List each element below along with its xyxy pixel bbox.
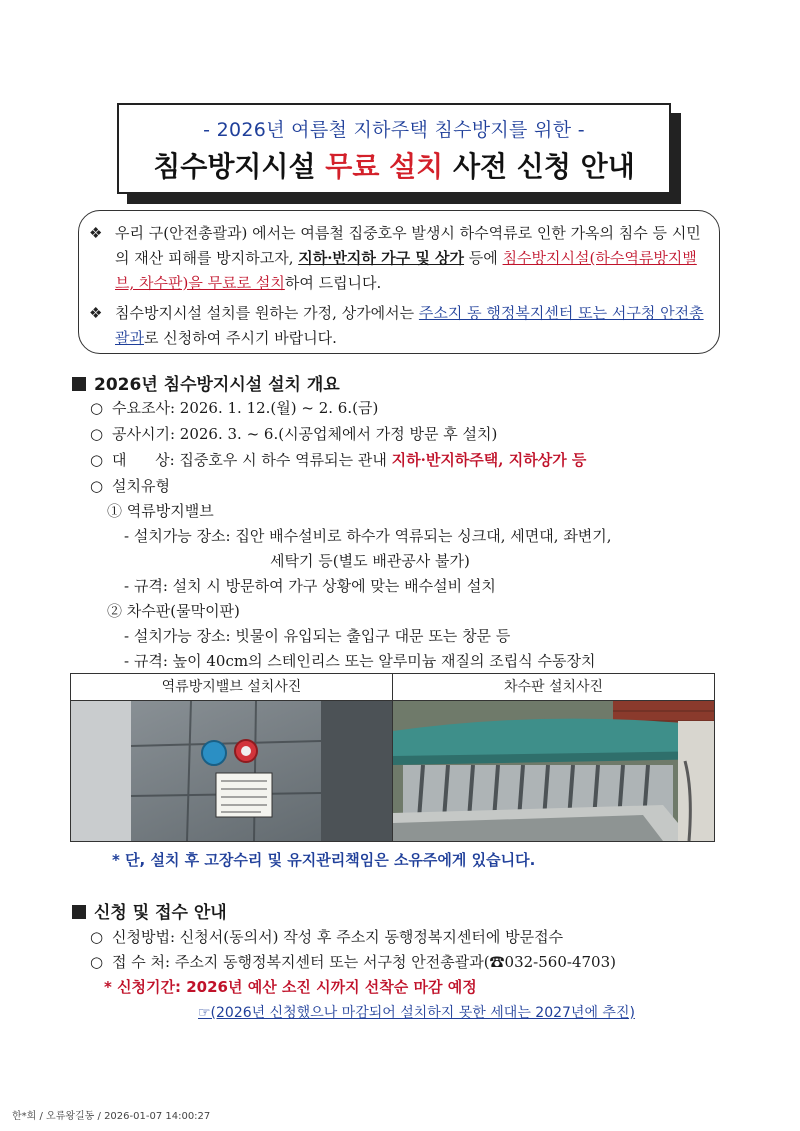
method-text: 신청방법: 신청서(동의서) 작성 후 주소지 동행정복지센터에 방문접수 (112, 928, 564, 946)
photo-caption-valve: 역류방지밸브 설치사진 (71, 674, 393, 701)
type2-place: - 설치가능 장소: 빗물이 유입되는 출입구 대문 또는 창문 등 (124, 627, 511, 645)
overview-heading (72, 370, 340, 395)
circle-bullet-icon: ○ (90, 928, 104, 946)
type2-title: ② 차수판(물막이판) (107, 602, 240, 620)
photo-table (70, 673, 715, 842)
type1-spec: - 규격: 설치 시 방문하여 가구 상황에 맞는 배수설비 설치 (124, 577, 496, 595)
title-subtitle: - 2026년 여름철 지하주택 침수방지를 위한 - (203, 119, 585, 141)
barrier-install-photo (393, 701, 714, 841)
application-heading-text: 신청 및 접수 안내 (94, 903, 227, 923)
square-bullet-icon (72, 905, 86, 919)
overview-types (90, 475, 170, 496)
application-followup: ☞(2026년 신청했으나 마감되어 설치하지 못한 세대는 2027년에 추진) (198, 1005, 635, 1021)
title-main (119, 145, 669, 185)
circle-bullet-icon: ○ (90, 477, 104, 495)
type1-title: ① 역류방지밸브 (107, 502, 214, 520)
intro-p2-text-a: 침수방지시설 설치를 원하는 가정, 상가에서는 (115, 304, 419, 322)
intro-paragraph-1 (89, 221, 705, 296)
print-footer: 한*희 / 오류왕길동 / 2026-01-07 14:00:27 (12, 1111, 211, 1122)
valve-install-photo (71, 701, 393, 841)
intro-p1-text-e: 하여 드립니다. (284, 274, 382, 292)
circle-bullet-icon: ○ (90, 399, 104, 417)
title-part1: 침수방지시설 (153, 150, 326, 183)
application-period: * 신청기간: 2026년 예산 소진 시까지 선착순 마감 예정 (104, 978, 477, 996)
intro-paragraph-2 (89, 301, 705, 351)
overview-survey (90, 397, 378, 418)
overview-target (90, 449, 586, 470)
maintenance-notice: * 단, 설치 후 고장수리 및 유지관리책임은 소유주에게 있습니다. (112, 851, 536, 869)
overview-heading-text: 2026년 침수방지시설 설치 개요 (94, 375, 340, 395)
application-method (90, 926, 563, 947)
type1-place-cont: 세탁기 등(별도 배관공사 불가) (270, 552, 470, 570)
type2-spec: - 규격: 높이 40cm의 스테인리스 또는 알루미늄 재질의 조립식 수동장치 (124, 652, 596, 670)
intro-p1-text-a: 우리 구(안전총괄과) 에서는 여름철 집중호우 발생시 하수역류로 인한 가옥의 침수 등 시민의 재산 피해를 방지하고자, (115, 224, 701, 267)
intro-p1-text-c: 등에 (464, 249, 503, 267)
intro-p1-free-install: 침수방지시설(하수역류방지밸브, 차수판)을 무료로 설치 (115, 249, 697, 292)
target-highlight: 지하·반지하주택, 지하상가 등 (391, 451, 587, 469)
valve-photo-illustration (71, 701, 392, 841)
type1-place: - 설치가능 장소: 집안 배수설비로 하수가 역류되는 싱크대, 세면대, 좌변기, (124, 527, 612, 545)
intro-p2-contact: 주소지 동 행정복지센터 또는 서구청 안전총괄과 (115, 304, 704, 347)
overview-construction (90, 423, 497, 444)
intro-box (78, 210, 720, 354)
title-part2: 사전 신청 안내 (443, 150, 635, 183)
barrier-photo-illustration (393, 701, 714, 841)
diamond-bullet-icon: ❖ (89, 304, 103, 322)
photo-caption-barrier: 차수판 설치사진 (393, 674, 714, 701)
place-text: 접 수 처: 주소지 동행정복지센터 또는 서구청 안전총괄과(☎032-560-4703) (112, 953, 616, 971)
intro-p2-text-c: 로 신청하여 주시기 바랍니다. (143, 329, 337, 347)
application-heading (72, 898, 227, 923)
survey-text: 수요조사: 2026. 1. 12.(월) ~ 2. 6.(금) (112, 399, 379, 417)
target-text: 대 상: 집중호우 시 하수 역류되는 관내 (112, 451, 392, 469)
types-text: 설치유형 (112, 477, 170, 495)
diamond-bullet-icon: ❖ (89, 224, 103, 242)
intro-p1-target: 지하·반지하 가구 및 상가 (298, 249, 465, 267)
circle-bullet-icon: ○ (90, 425, 104, 443)
circle-bullet-icon: ○ (90, 451, 104, 469)
square-bullet-icon (72, 377, 86, 391)
title-box (117, 103, 671, 194)
construction-text: 공사시기: 2026. 3. ~ 6.(시공업체에서 가정 방문 후 설치) (112, 425, 498, 443)
application-place (90, 951, 616, 972)
title-highlight: 무료 설치 (325, 150, 444, 183)
circle-bullet-icon: ○ (90, 953, 104, 971)
